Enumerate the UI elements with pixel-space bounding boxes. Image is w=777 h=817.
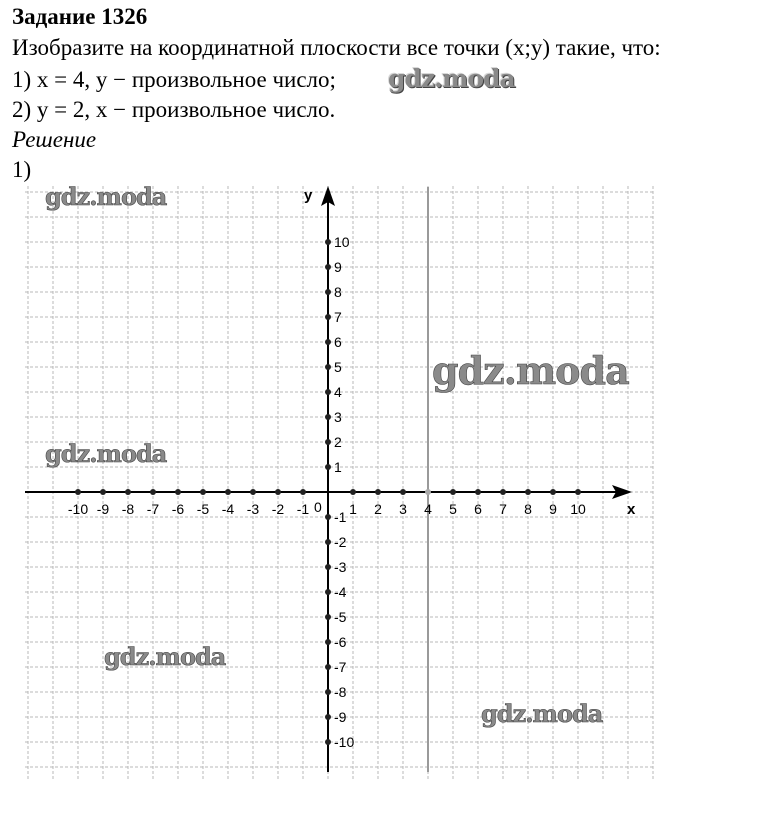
y-tick-label: 7 [334, 309, 342, 325]
task-item-2: 2) y = 2, x − произвольное число. [12, 97, 336, 122]
x-axis-label: x [627, 501, 636, 518]
y-tick-label: 9 [334, 259, 342, 275]
x-tick-dot [575, 489, 581, 495]
watermark: gdz.moda [388, 64, 515, 93]
y-tick-label: -2 [334, 534, 347, 550]
x-tick-dot [500, 489, 506, 495]
y-tick-dot [325, 514, 331, 520]
y-tick-dot [325, 614, 331, 620]
axes [25, 186, 632, 772]
x-tick-label: 9 [549, 501, 557, 517]
x-tick-dot [350, 489, 356, 495]
x-tick-label: 7 [499, 501, 507, 517]
y-tick-dot [325, 589, 331, 595]
y-tick-label: -7 [334, 659, 347, 675]
x-tick-label: -8 [121, 501, 135, 517]
x-tick-dot [550, 489, 556, 495]
x-tick-dot [100, 489, 106, 495]
y-tick-dot [325, 389, 331, 395]
y-tick-dot [325, 314, 331, 320]
watermark: gdz.moda [45, 182, 167, 211]
y-tick-label: -5 [334, 609, 347, 625]
task-item-1: 1) x = 4, y − произвольное число; [12, 67, 336, 92]
y-tick-label: -9 [334, 709, 347, 725]
x-tick-label: -1 [296, 501, 310, 517]
y-tick-dot [325, 464, 331, 470]
y-axis-label: y [304, 187, 313, 204]
y-tick-label: -3 [334, 559, 347, 575]
y-tick-dot [325, 439, 331, 445]
x-tick-label: -2 [271, 501, 285, 517]
x-tick-label: 5 [449, 501, 457, 517]
watermark: gdz.moda [104, 642, 226, 671]
y-tick-label: -8 [334, 684, 347, 700]
y-tick-label: -6 [334, 634, 347, 650]
y-tick-dot [325, 689, 331, 695]
task-title: Задание 1326 [12, 4, 148, 29]
x-tick-label: 8 [524, 501, 532, 517]
x-tick-label: -7 [146, 501, 160, 517]
x-tick-label: 6 [474, 501, 482, 517]
part-label: 1) [12, 157, 32, 182]
y-tick-dot [325, 564, 331, 570]
y-tick-dot [325, 264, 331, 270]
x-tick-label: -6 [171, 501, 185, 517]
x-tick-dot [425, 489, 431, 495]
watermark: gdz.moda [45, 439, 167, 468]
x-tick-dot [450, 489, 456, 495]
y-tick-dot [325, 364, 331, 370]
x-tick-label: 2 [374, 501, 382, 517]
x-tick-label: 1 [349, 501, 357, 517]
x-tick-dot [275, 489, 281, 495]
y-tick-label: 1 [334, 459, 342, 475]
y-tick-dot [325, 664, 331, 670]
y-tick-dot [325, 239, 331, 245]
watermark: gdz.moda [481, 699, 603, 728]
x-tick-label: -9 [96, 501, 110, 517]
y-tick-label: -1 [334, 509, 347, 525]
x-tick-dot [525, 489, 531, 495]
y-tick-dot [325, 289, 331, 295]
x-tick-label: 10 [570, 501, 586, 517]
x-tick-dot [375, 489, 381, 495]
y-tick-label: 10 [334, 234, 350, 250]
y-tick-label: 3 [334, 409, 342, 425]
x-tick-dot [250, 489, 256, 495]
x-tick-dot [225, 489, 231, 495]
origin-label: 0 [314, 499, 322, 515]
y-tick-label: 6 [334, 334, 342, 350]
y-tick-label: 8 [334, 284, 342, 300]
y-tick-dot [325, 714, 331, 720]
y-tick-dot [325, 414, 331, 420]
x-tick-dot [150, 489, 156, 495]
task-statement: Изобразите на координатной плоскости все точки (x;y) такие, что: [12, 35, 661, 60]
x-tick-dot [75, 489, 81, 495]
x-tick-label: -3 [246, 501, 260, 517]
x-tick-dot [400, 489, 406, 495]
x-tick-label: 3 [399, 501, 407, 517]
y-tick-label: 2 [334, 434, 342, 450]
x-tick-dot [300, 489, 306, 495]
y-tick-dot [325, 539, 331, 545]
x-tick-dot [125, 489, 131, 495]
y-tick-label: -10 [334, 734, 355, 750]
x-tick-label: -5 [196, 501, 210, 517]
solution-label: Решение [12, 127, 97, 152]
y-tick-dot [325, 739, 331, 745]
y-tick-dot [325, 339, 331, 345]
y-tick-label: 5 [334, 359, 342, 375]
x-tick-label: 4 [424, 501, 432, 517]
x-tick-label: -10 [67, 501, 89, 517]
y-tick-dot [325, 639, 331, 645]
x-tick-dot [475, 489, 481, 495]
x-tick-label: -4 [221, 501, 235, 517]
y-tick-label: -4 [334, 584, 347, 600]
x-tick-dot [200, 489, 206, 495]
y-tick-label: 4 [334, 384, 342, 400]
x-tick-dot [175, 489, 181, 495]
watermark: gdz.moda [432, 348, 629, 393]
